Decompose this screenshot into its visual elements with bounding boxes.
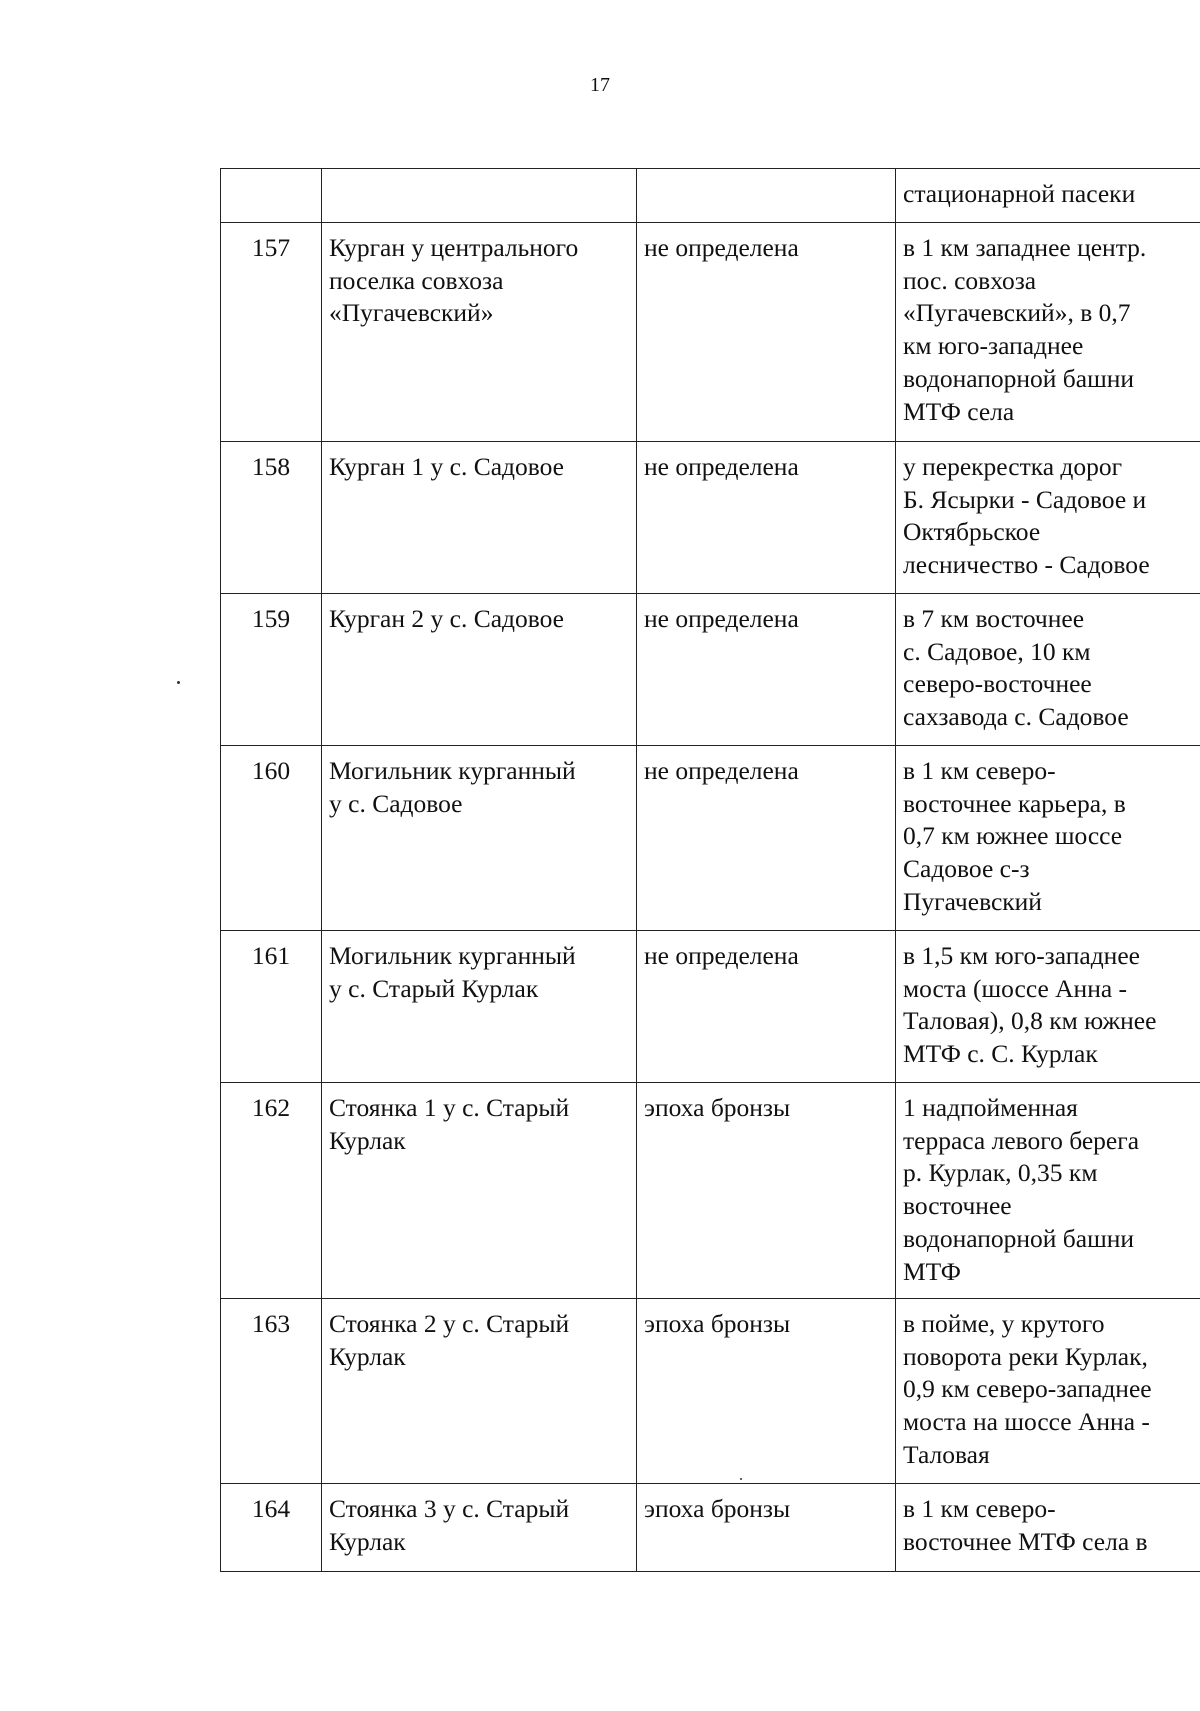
cell-line: терраса левого берега xyxy=(903,1125,1140,1155)
table-row xyxy=(221,1484,1200,1572)
cell-line: Б. Ясырки - Садовое и xyxy=(903,484,1147,514)
cell-number: 164 xyxy=(221,1484,322,1572)
cell-line: лесничество - Садовое xyxy=(903,550,1150,580)
cell-line: восточнее МТФ села в xyxy=(903,1526,1148,1556)
cell-dating: не определена xyxy=(637,223,896,442)
cell-site-name xyxy=(322,1484,637,1572)
table-row xyxy=(221,1299,1200,1484)
table-row xyxy=(221,746,1200,931)
cell-line: моста на шоссе Анна - xyxy=(903,1407,1150,1437)
cell-line: сахзавода с. Садовое xyxy=(903,702,1129,732)
cell-line: Садовое с-з xyxy=(903,854,1030,884)
cell-line: км юго-западнее xyxy=(903,331,1084,361)
cell-line: р. Курлак, 0,35 км xyxy=(903,1158,1098,1188)
cell-location xyxy=(896,223,1200,442)
cell-line: в 1 км северо- xyxy=(903,1494,1056,1523)
cell-number: 161 xyxy=(221,931,322,1083)
cell-site-name xyxy=(322,223,637,442)
cell-number: 159 xyxy=(221,594,322,746)
table-row xyxy=(221,442,1200,594)
cell-line: восточнее xyxy=(903,1191,1012,1221)
cell-number xyxy=(221,169,322,223)
cell-line: Стоянка 3 у с. Старый xyxy=(329,1494,570,1523)
cell-location xyxy=(896,442,1200,594)
cell-line: моста (шоссе Анна - xyxy=(903,973,1128,1003)
cell-location xyxy=(896,1299,1200,1484)
cell-line: МТФ села xyxy=(903,396,1015,426)
scan-speck xyxy=(177,681,180,684)
cell-site-name xyxy=(322,1299,637,1484)
cell-site-name xyxy=(322,746,637,931)
cell-line: Курлак xyxy=(329,1526,406,1556)
cell-number: 162 xyxy=(221,1083,322,1299)
cell-site-name xyxy=(322,169,637,223)
cell-line: МТФ с. С. Курлак xyxy=(903,1039,1098,1069)
cell-dating: эпоха бронзы xyxy=(637,1299,896,1484)
cell-line: 1 надпойменная xyxy=(903,1093,1078,1122)
cell-number: 157 xyxy=(221,223,322,442)
cell-line: северо-восточнее xyxy=(903,669,1092,699)
cell-line: поселка совхоза xyxy=(329,265,504,295)
cell-line: Октябрьское xyxy=(903,517,1041,547)
cell-site-name xyxy=(322,594,637,746)
cell-dating: эпоха бронзы xyxy=(637,1484,896,1572)
cell-line: в пойме, у крутого xyxy=(903,1309,1105,1338)
cell-line: «Пугачевский», в 0,7 xyxy=(903,298,1131,328)
cell-line: у с. Старый Курлак xyxy=(329,973,539,1003)
cell-location xyxy=(896,931,1200,1083)
cell-number: 163 xyxy=(221,1299,322,1484)
cell-location xyxy=(896,1083,1200,1299)
cell-location xyxy=(896,746,1200,931)
table-row xyxy=(221,1083,1200,1299)
cell-dating: не определена xyxy=(637,746,896,931)
cell-line: в 1,5 км юго-западнее xyxy=(903,941,1140,970)
cell-location xyxy=(896,169,1200,223)
cell-dating xyxy=(637,169,896,223)
cell-line: пос. совхоза xyxy=(903,265,1037,295)
table-row xyxy=(221,223,1200,442)
cell-line: Стоянка 1 у с. Старый xyxy=(329,1093,570,1122)
cell-line: в 1 км западнее центр. xyxy=(903,233,1147,262)
cell-line: стационарной пасеки xyxy=(903,179,1136,208)
cell-number: 160 xyxy=(221,746,322,931)
heritage-sites-table xyxy=(220,168,1200,1572)
cell-line: Могильник курганный xyxy=(329,941,576,970)
cell-site-name xyxy=(322,1083,637,1299)
cell-line: восточнее карьера, в xyxy=(903,788,1126,818)
cell-dating: не определена xyxy=(637,931,896,1083)
cell-line: Стоянка 2 у с. Старый xyxy=(329,1309,570,1338)
table-row xyxy=(221,931,1200,1083)
cell-line: Курган у центрального xyxy=(329,233,579,262)
cell-line: 0,7 км южнее шоссе xyxy=(903,821,1123,851)
cell-line: «Пугачевский» xyxy=(329,298,494,328)
cell-dating: эпоха бронзы xyxy=(637,1083,896,1299)
cell-line: в 1 км северо- xyxy=(903,756,1056,785)
cell-location xyxy=(896,594,1200,746)
cell-line: Таловая xyxy=(903,1439,990,1469)
table-row xyxy=(221,169,1200,223)
cell-line: Пугачевский xyxy=(903,886,1042,916)
cell-line: поворота реки Курлак, xyxy=(903,1341,1148,1371)
cell-line: с. Садовое, 10 км xyxy=(903,636,1091,666)
cell-number: 158 xyxy=(221,442,322,594)
table-body xyxy=(221,169,1200,1572)
cell-line: Курган 1 у с. Садовое xyxy=(329,452,565,481)
cell-line: у перекрестка дорог xyxy=(903,452,1123,481)
cell-line: 0,9 км северо-западнее xyxy=(903,1374,1152,1404)
cell-site-name xyxy=(322,931,637,1083)
scan-speck xyxy=(740,1478,742,1480)
cell-line: Таловая), 0,8 км южнее xyxy=(903,1006,1157,1036)
cell-line: водонапорной башни xyxy=(903,363,1135,393)
cell-dating: не определена xyxy=(637,594,896,746)
cell-location xyxy=(896,1484,1200,1572)
page-number: 17 xyxy=(590,74,610,96)
table-row xyxy=(221,594,1200,746)
cell-line: Курлак xyxy=(329,1341,406,1371)
cell-site-name xyxy=(322,442,637,594)
cell-line: Могильник курганный xyxy=(329,756,576,785)
cell-line: в 7 км восточнее xyxy=(903,604,1085,633)
cell-dating: не определена xyxy=(637,442,896,594)
cell-line: Курлак xyxy=(329,1125,406,1155)
cell-line: водонапорной башни xyxy=(903,1223,1135,1253)
cell-line: Курган 2 у с. Садовое xyxy=(329,604,565,633)
cell-line: МТФ xyxy=(903,1256,961,1286)
cell-line: у с. Садовое xyxy=(329,788,463,818)
